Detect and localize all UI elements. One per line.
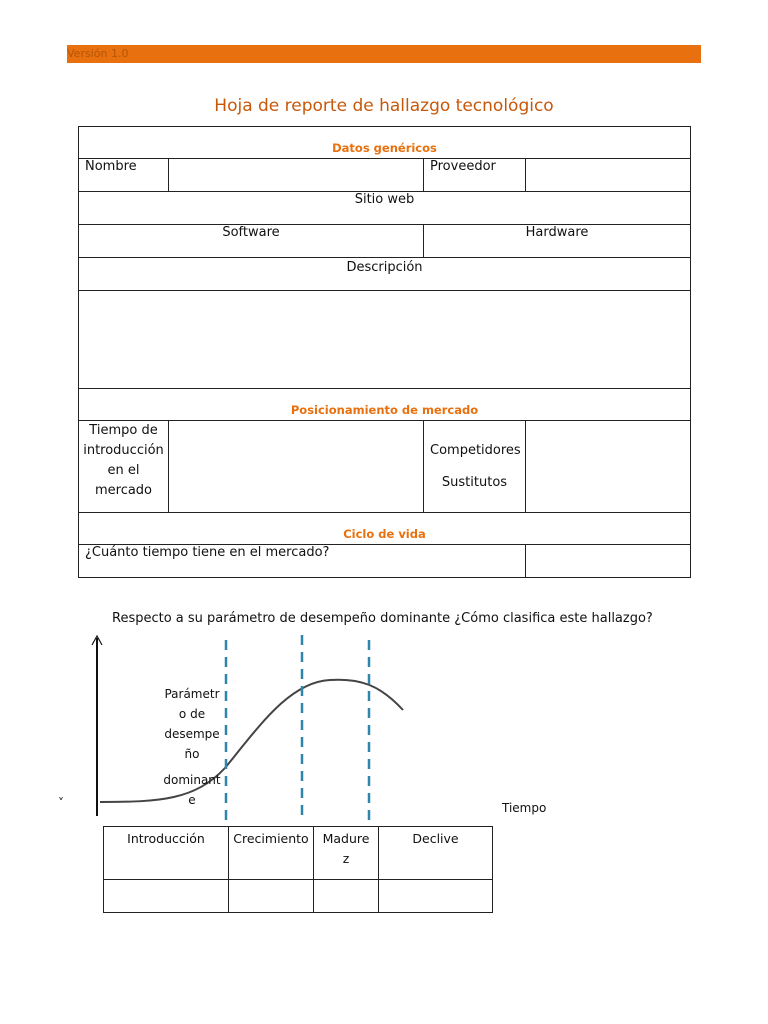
proveedor-label: Proveedor	[424, 159, 526, 192]
phase-madurez: Madure z	[314, 827, 379, 880]
phase-madurez-field[interactable]	[314, 880, 379, 913]
phase-declive: Declive	[379, 827, 493, 880]
phase-crecimiento-field[interactable]	[229, 880, 314, 913]
competidores-label: Competidores	[430, 442, 521, 458]
chevron-down-icon: ˅	[58, 796, 64, 810]
phases-table	[103, 826, 493, 913]
proveedor-field[interactable]	[526, 159, 691, 192]
descripcion-label: Descripción	[79, 258, 691, 291]
nombre-field[interactable]	[169, 159, 424, 192]
phase-introduccion-field[interactable]	[104, 880, 229, 913]
competidores-field[interactable]	[526, 421, 691, 513]
sustitutos-label: Sustitutos	[441, 474, 508, 490]
competidores-sustitutos-label	[424, 421, 526, 513]
version-label: Versión 1.0	[67, 47, 129, 60]
lifecycle-curve-diagram	[0, 630, 768, 825]
section-generic-data: Datos genéricos	[79, 127, 691, 159]
phase-declive-field[interactable]	[379, 880, 493, 913]
x-axis-label: Tiempo	[502, 801, 547, 815]
version-bar	[67, 45, 701, 63]
cuanto-tiempo-label: ¿Cuánto tiempo tiene en el mercado?	[79, 545, 526, 578]
nombre-label: Nombre	[79, 159, 169, 192]
phase-introduccion: Introducción	[104, 827, 229, 880]
page-title: Hoja de reporte de hallazgo tecnológico	[214, 96, 554, 116]
section-market-positioning: Posicionamiento de mercado	[79, 389, 691, 421]
y-axis-label: Parámetr o de desempe ño dominant e	[163, 687, 221, 807]
tiempo-introduccion-field[interactable]	[169, 421, 424, 513]
cuanto-tiempo-field[interactable]	[526, 545, 691, 578]
phase-crecimiento: Crecimiento	[229, 827, 314, 880]
section-lifecycle: Ciclo de vida	[79, 513, 691, 545]
descripcion-field[interactable]	[79, 291, 691, 389]
software-label[interactable]: Software	[79, 225, 424, 258]
lifecycle-s-curve	[100, 680, 403, 802]
hardware-label[interactable]: Hardware	[424, 225, 691, 258]
sitio-web-label[interactable]: Sitio web	[79, 192, 691, 225]
tiempo-introduccion-label: Tiempo de introducción en el mercado	[79, 421, 169, 513]
lifecycle-question: Respecto a su parámetro de desempeño dominante ¿Cómo clasifica este hallazgo?	[112, 611, 653, 626]
generic-data-table	[78, 126, 691, 578]
